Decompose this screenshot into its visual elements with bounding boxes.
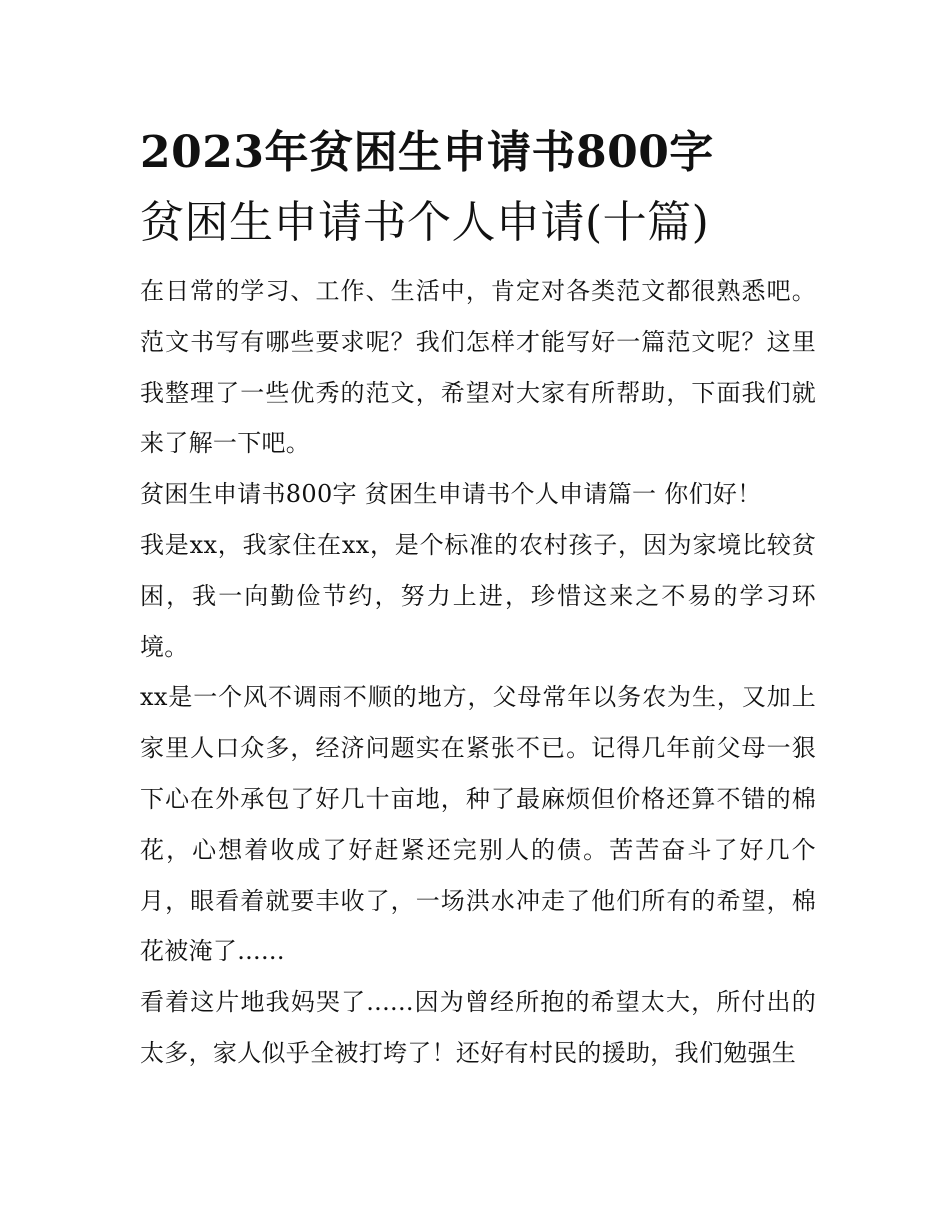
paragraph-family-situation: xx是一个风不调雨不顺的地方，父母常年以务农为生，又加上家里人口众多，经济问题实在紧张不已。记得几年前父母一狠下心在外承包了好几十亩地，种了最麻烦但价格还算不错的棉花，心想着收成了好赶紧还完别人的债。苦苦奋斗了好几个月，眼看着就要丰收了，一场洪水冲走了他们所有的希望，棉花被淹了......: [140, 683, 816, 966]
document-title: [140, 118, 816, 258]
title-line-1: 2023年贫困生申请书800字: [140, 127, 714, 178]
paragraph-heading: 贫困生申请书800字 贫困生申请书个人申请篇一 你们好！: [140, 480, 762, 509]
paragraph-aftermath: 看着这片地我妈哭了......因为曾经所抱的希望太大，所付出的太多，家人似乎全被打垮了！还好有村民的援助，我们勉强生: [140, 988, 816, 1067]
document-page: [140, 118, 816, 1079]
title-line-2: 贫困生申请书个人申请(十篇): [140, 197, 710, 248]
paragraph-intro: 在日常的学习、工作、生活中，肯定对各类范文都很熟悉吧。范文书写有哪些要求呢？我们怎样才能写好一篇范文呢？这里我整理了一些优秀的范文，希望对大家有所帮助，下面我们就来了解一下吧。: [140, 277, 816, 458]
document-body: [140, 266, 816, 1079]
paragraph-self-intro: 我是xx，我家住在xx，是个标准的农村孩子，因为家境比较贫困，我一向勤俭节约，努力上进，珍惜这来之不易的学习环境。: [140, 530, 816, 661]
